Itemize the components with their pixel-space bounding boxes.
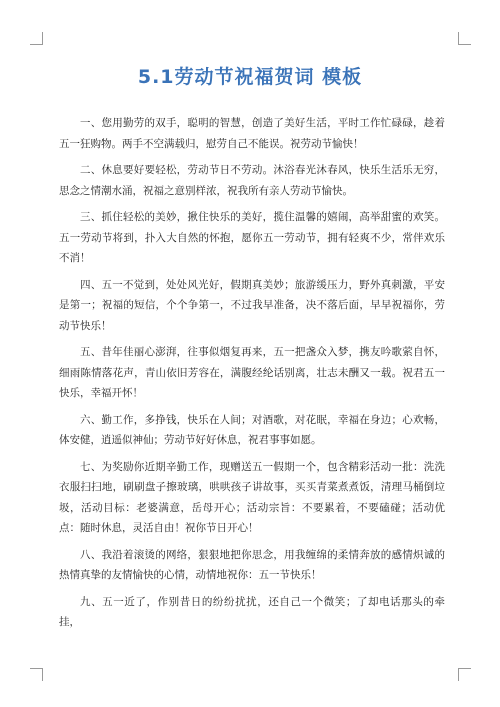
paragraph-1: 一、您用勤劳的双手，聪明的智慧，创造了美好生活，平时工作忙碌碌，趁着五一狂购物。两手不空满载归，慰劳自己不能误。祝劳动节愉快！ — [59, 117, 445, 150]
paragraph-9: 九、五一近了，作别昔日的纷纷扰扰，还自己一个微笑；了却电话那头的牵挂， — [59, 595, 445, 628]
paragraph-4: 四、五一不觉到，处处风光好，假期真美妙；旅游缓压力，野外真刺激，平安是第一；祝福的短信，个个争第一，不过我早准备，决不落后面，早早祝福你，劳动节快乐！ — [59, 278, 445, 332]
paragraph-5: 五、昔年佳丽心澎湃，往事似烟复再来，五一把盏众入梦，携友吟歌萦自怀，细雨陈情落花声，青山依旧芳容在，满腹经纶话别离，壮志未酬又一载。祝君五一快乐，幸福开怀！ — [59, 346, 445, 399]
paragraph-6: 六、勤工作，多挣钱，快乐在人间；对酒歌，对花眠，幸福在身边；心欢畅，体安健，逍遥似神仙；劳动节好好休息，祝君事事如愿。 — [59, 413, 445, 446]
crop-mark-bottom-left — [30, 668, 43, 681]
document-title: 5.1劳动节祝福贺词 模板 — [137, 66, 363, 88]
paragraph-2: 二、休息要好要轻松，劳动节日不劳动。沐浴春光沐春风，快乐生活乐无穷，思念之情潮水涌，祝福之意别样浓，祝我所有亲人劳动节愉快。 — [59, 164, 445, 197]
crop-mark-top-right — [458, 32, 471, 45]
paragraph-8: 八、我沿着滚烫的网络，狠狠地把你思念，用我缠绵的柔情奔放的感情炽诚的热情真挚的友情愉快的心情，动情地祝你：五一节快乐！ — [59, 548, 445, 581]
crop-mark-top-left — [30, 32, 43, 45]
paragraph-7: 七、为奖励你近期辛勤工作，现赠送五一假期一个，包含精彩活动一批：洗洗衣服扫扫地，刷刷盘子擦玻璃，哄哄孩子讲故事，买买青菜煮煮饭，清理马桶倒垃圾，活动目标：老婆满意，岳母开心；活动宗旨：不要累着，不要磕碰；活动优点：随时休息，灵活自由！祝你节日开心！ — [59, 460, 445, 534]
document-body — [59, 113, 445, 639]
crop-mark-bottom-right — [458, 668, 471, 681]
paragraph-3: 三、抓住轻松的美妙，揪住快乐的美好，揽住温馨的嬉闹，高举甜蜜的欢笑。五一劳动节将到，扑入大自然的怀抱，愿你五一劳动节，拥有轻爽不少，常伴欢乐不消！ — [59, 211, 445, 264]
